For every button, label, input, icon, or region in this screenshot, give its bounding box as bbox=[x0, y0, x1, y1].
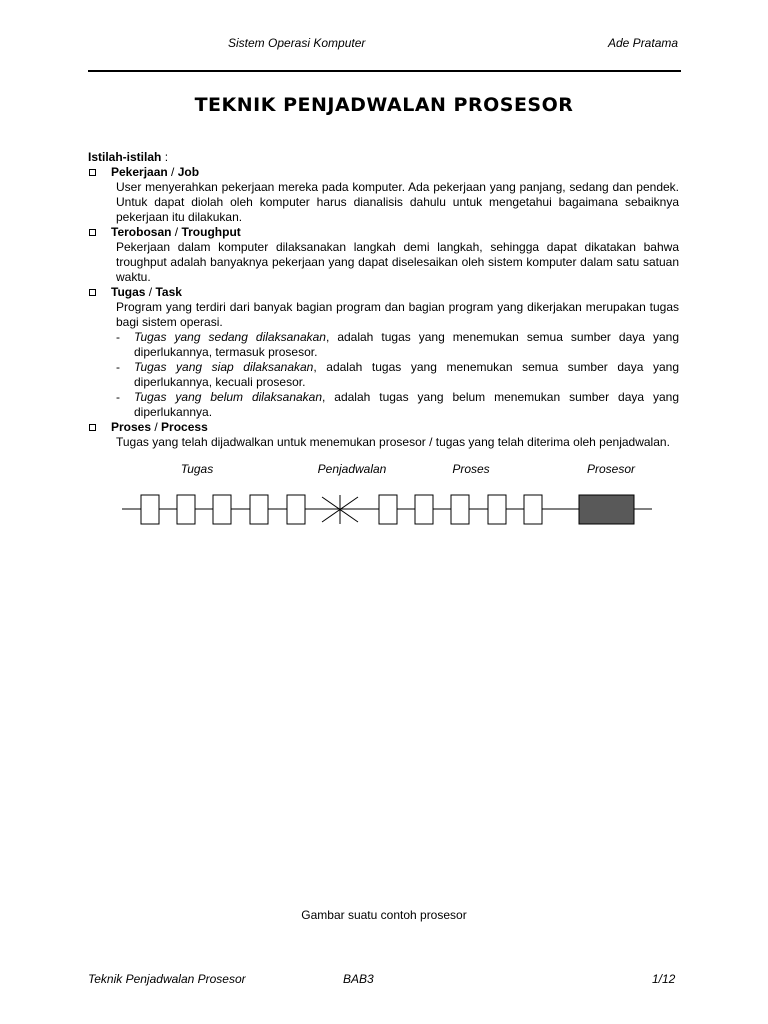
section-colon: : bbox=[161, 150, 169, 164]
document-body bbox=[88, 150, 679, 450]
label-penjadwalan: Penjadwalan bbox=[317, 462, 387, 476]
term-separator: / bbox=[167, 165, 178, 179]
square-bullet-icon bbox=[89, 289, 96, 296]
term-separator: / bbox=[151, 420, 162, 434]
label-proses: Proses bbox=[452, 462, 490, 476]
sub-term: Tugas yang sedang dilaksanakan bbox=[134, 330, 326, 344]
sub-list-item bbox=[88, 390, 679, 420]
sub-list-item bbox=[88, 330, 679, 360]
dash-bullet-icon: - bbox=[116, 360, 120, 374]
sub-term: Tugas yang belum dilaksanakan bbox=[134, 390, 323, 404]
term-english: Job bbox=[177, 165, 200, 179]
process-box bbox=[451, 495, 469, 524]
task-box bbox=[177, 495, 195, 524]
process-box bbox=[524, 495, 542, 524]
list-item-heading bbox=[88, 225, 679, 240]
square-bullet-icon bbox=[89, 169, 96, 176]
list-item-heading bbox=[88, 165, 679, 180]
process-box bbox=[379, 495, 397, 524]
sub-description: , adalah tugas yang menemukan semua sumber daya yang diperlukannya, kecuali prosesor. bbox=[134, 360, 679, 389]
footer-title: Teknik Penjadwalan Prosesor bbox=[88, 972, 246, 986]
definition-paragraph: Program yang terdiri dari banyak bagian program dan bagian program yang dikerjakan merupakan tugas bagi sistem operasi. bbox=[116, 300, 679, 329]
definition-paragraph: User menyerahkan pekerjaan mereka pada komputer. Ada pekerjaan yang panjang, sedang dan pendek. Untuk dapat diolah oleh komputer harus dianalisis dahulu untuk mengetahui bagaimana sebaiknya pekerjaan itu dilakukan. bbox=[116, 180, 679, 224]
term-separator: / bbox=[145, 285, 156, 299]
term-english: Process bbox=[161, 420, 208, 434]
task-box bbox=[287, 495, 305, 524]
term-english: Task bbox=[155, 285, 182, 299]
process-box bbox=[415, 495, 433, 524]
page-title: TEKNIK PENJADWALAN PROSESOR bbox=[194, 94, 574, 116]
footer-chapter: BAB3 bbox=[343, 972, 374, 986]
figure-caption: Gambar suatu contoh prosesor bbox=[301, 908, 467, 922]
label-tugas: Tugas bbox=[180, 462, 214, 476]
label-prosesor: Prosesor bbox=[586, 462, 636, 476]
task-box bbox=[213, 495, 231, 524]
definition-paragraph: Pekerjaan dalam komputer dilaksanakan langkah demi langkah, sehingga dapat dikatakan bahwa troughput adalah banyaknya pekerjaan yang dapat diselesaikan oleh sistem komputer dalam satu satuan waktu. bbox=[116, 240, 679, 284]
header-course: Sistem Operasi Komputer bbox=[228, 36, 366, 50]
task-box bbox=[141, 495, 159, 524]
processor-box bbox=[579, 495, 634, 524]
sub-description: , adalah tugas yang belum menemukan sumber daya yang diperlukannya. bbox=[134, 390, 679, 419]
term-english: Troughput bbox=[181, 225, 241, 239]
task-box bbox=[250, 495, 268, 524]
section-heading bbox=[88, 150, 679, 165]
header-rule bbox=[88, 70, 681, 72]
sub-term: Tugas yang siap dilaksanakan bbox=[134, 360, 314, 374]
sub-list-item bbox=[88, 360, 679, 390]
term: Pekerjaan bbox=[111, 165, 168, 179]
sub-description: , adalah tugas yang menemukan semua sumber daya yang diperlukannya, termasuk prosesor. bbox=[134, 330, 679, 359]
header-author: Ade Pratama bbox=[608, 36, 679, 50]
list-item-heading bbox=[88, 285, 679, 300]
footer-page-number: 1/12 bbox=[652, 972, 676, 986]
definition-paragraph: Tugas yang telah dijadwalkan untuk menemukan prosesor / tugas yang telah diterima oleh penjadwalan. bbox=[116, 435, 670, 449]
dash-bullet-icon: - bbox=[116, 330, 120, 344]
term: Tugas bbox=[111, 285, 146, 299]
square-bullet-icon bbox=[89, 424, 96, 431]
term: Proses bbox=[111, 420, 152, 434]
term-separator: / bbox=[171, 225, 182, 239]
list-item-heading bbox=[88, 420, 679, 435]
section-title: Istilah-istilah bbox=[88, 150, 162, 164]
term: Terobosan bbox=[111, 225, 172, 239]
square-bullet-icon bbox=[89, 229, 96, 236]
process-box bbox=[488, 495, 506, 524]
processor-diagram bbox=[0, 455, 768, 535]
dash-bullet-icon: - bbox=[116, 390, 120, 404]
